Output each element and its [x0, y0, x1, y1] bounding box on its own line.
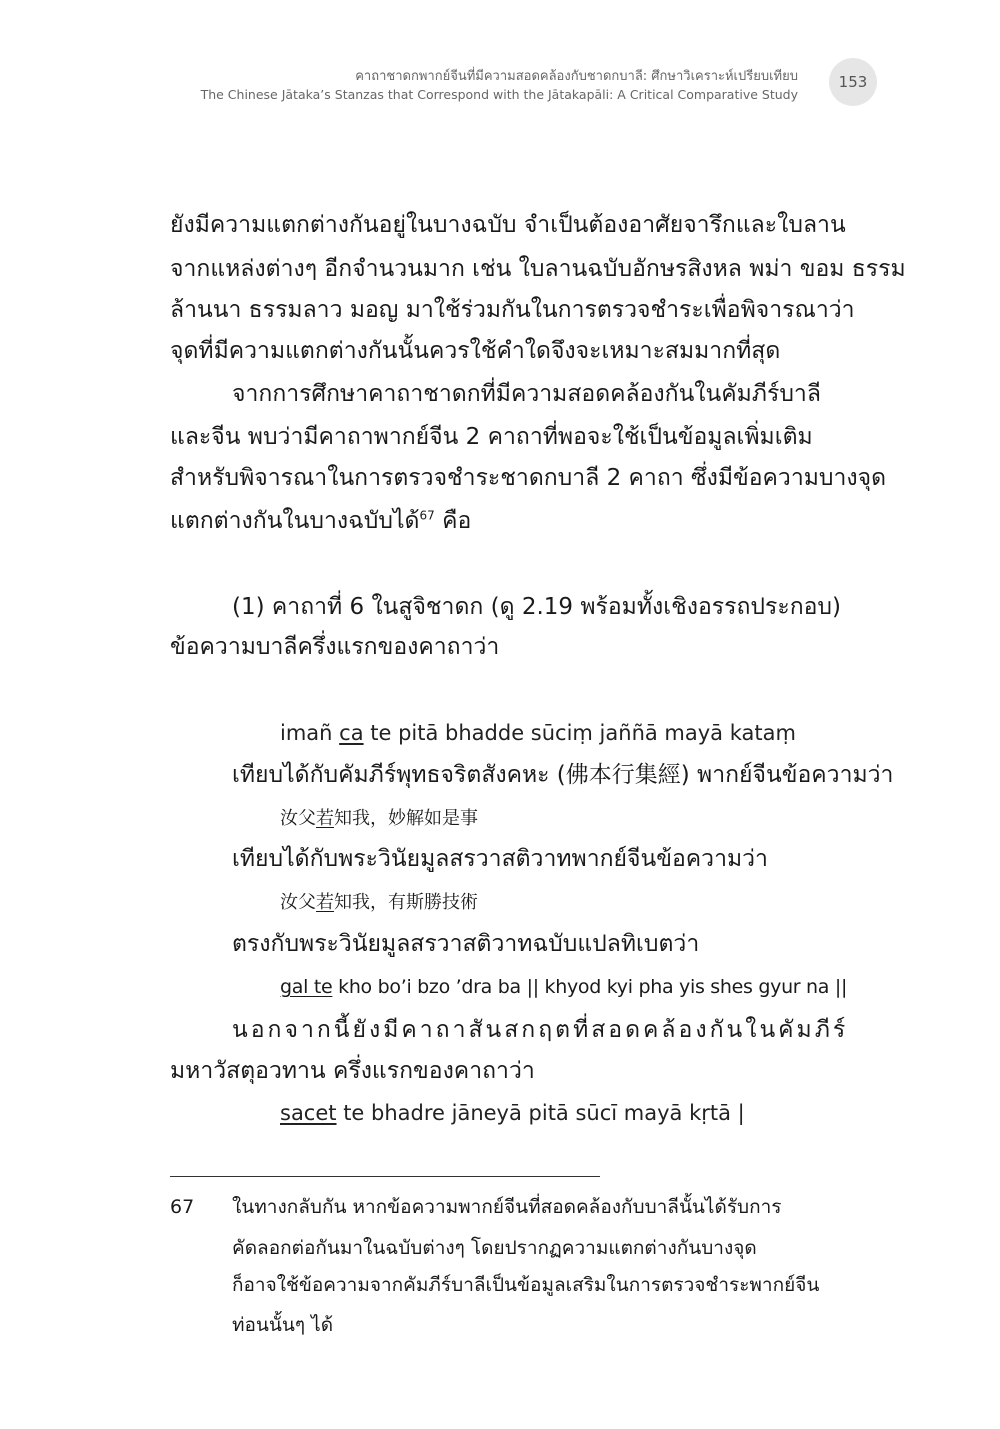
footnote-line: ก็อาจใช้ข้อความจากคัมภีร์บาลีเป็นข้อมูลเสริมในการตรวจชำระพากย์จีน: [232, 1274, 820, 1296]
quote-intro: เทียบได้กับคัมภีร์พุทธจริตสังคหะ (佛本行集經) พากย์จีนข้อความว่า: [232, 762, 894, 788]
quote-intro: ตรงกับพระวินัยมูลสรวาสติวาทฉบับแปลทิเบตว่า: [232, 931, 700, 957]
footnote-line: ท่อนนั้นๆ ได้: [232, 1314, 334, 1336]
paragraph-line: จากแหล่งต่างๆ อีกจำนวนมาก เช่น ใบลานฉบับอักษรสิงหล พม่า ขอม ธรรม: [170, 256, 906, 282]
paragraph-line: และจีน พบว่ามีคาถาพากย์จีน 2 คาถาที่พอจะใช้เป็นข้อมูลเพิ่มเติม: [170, 424, 813, 450]
footnote-divider: [170, 1176, 600, 1177]
running-head: [201, 68, 798, 104]
paragraph-line: จากการศึกษาคาถาชาดกที่มีความสอดคล้องกันในคัมภีร์บาลี: [232, 381, 821, 407]
quote-intro: มหาวัสตุอวทาน ครึ่งแรกของคาถาว่า: [170, 1058, 535, 1084]
underlined-word: 若: [316, 808, 334, 829]
paragraph-line: (1) คาถาที่ 6 ในสูจิชาดก (ดู 2.19 พร้อมทั้งเชิงอรรถประกอบ): [232, 594, 842, 620]
paragraph-text: คือ: [434, 508, 472, 534]
paragraph-text: แตกต่างกันในบางฉบับได้: [170, 508, 420, 534]
paragraph-line: สำหรับพิจารณาในการตรวจชำระชาดกบาลี 2 คาถา ซึ่งมีข้อความบางจุด: [170, 465, 887, 491]
paragraph-line: [170, 506, 471, 536]
paragraph-line: ข้อความบาลีครึ่งแรกของคาถาว่า: [170, 634, 500, 660]
footnote-line: ในทางกลับกัน หากข้อความพากย์จีนที่สอดคล้องกับบาลีนั้นได้รับการ: [232, 1196, 782, 1218]
underlined-word: ca: [339, 721, 364, 745]
sanskrit-quote: sacet te bhadre jāneyā pitā sūcī mayā kṛtā |: [280, 1101, 745, 1125]
footnote-number: 67: [170, 1196, 195, 1218]
footnote-reference: 67: [419, 508, 435, 523]
tibetan-quote: gal te kho bo’i bzo ’dra ba || khyod kyi pha yis shes gyur na ||: [280, 976, 848, 998]
running-head-english: The Chinese Jātaka’s Stanzas that Correspond with the Jātakapāli: A Critical Comparative Study: [200, 87, 798, 102]
underlined-word: 若: [316, 892, 334, 913]
underlined-word: gal te: [280, 976, 333, 998]
paragraph-line: ยังมีความแตกต่างกันอยู่ในบางฉบับ จำเป็นต้องอาศัยจารึกและใบลาน: [170, 212, 846, 238]
quote-intro: เทียบได้กับพระวินัยมูลสรวาสติวาทพากย์จีนข้อความว่า: [232, 846, 768, 872]
paragraph-line: ล้านนา ธรรมลาว มอญ มาใช้ร่วมกันในการตรวจชำระเพื่อพิจารณาว่า: [170, 297, 855, 323]
footnote-line: คัดลอกต่อกันมาในฉบับต่างๆ โดยปรากฏความแตกต่างกันบางจุด: [232, 1237, 757, 1259]
page-number: 153: [829, 58, 877, 106]
running-head-thai: คาถาชาดกพากย์จีนที่มีความสอดคล้องกับชาดกบาลี: ศึกษาวิเคราะห์เปรียบเทียบ: [355, 69, 798, 84]
chinese-quote: 汝父若知我，妙解如是事: [280, 808, 478, 829]
pali-quote: imañ ca te pitā bhadde sūciṃ jaññā mayā kataṃ: [280, 721, 796, 745]
paragraph-line: จุดที่มีความแตกต่างกันนั้นควรใช้คำใดจึงจะเหมาะสมมากที่สุด: [170, 338, 781, 364]
chinese-quote: 汝父若知我，有斯勝技術: [280, 892, 478, 913]
underlined-word: sacet: [280, 1101, 337, 1125]
quote-intro: นอกจากนี้ยังมีคาถาสันสกฤตที่สอดคล้องกันในคัมภีร์: [232, 1017, 849, 1043]
